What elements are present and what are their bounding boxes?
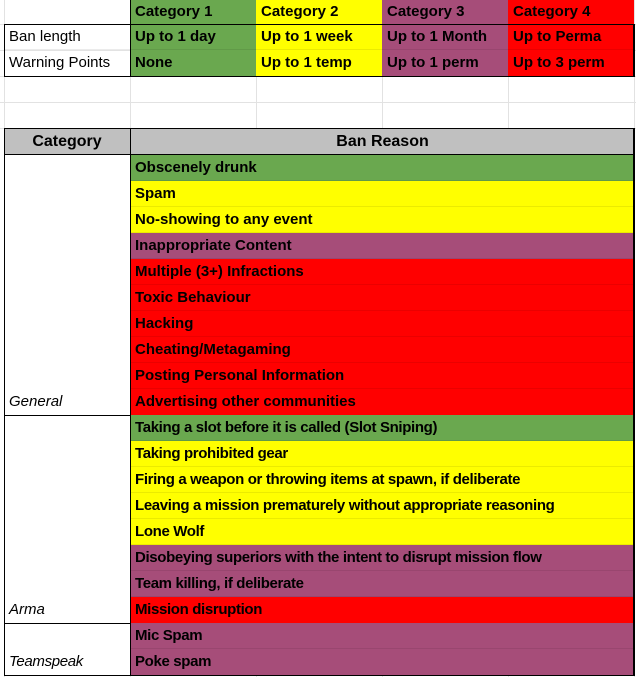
warning-points-cat4[interactable]: Up to 3 perm [508, 50, 634, 76]
group-label-arma[interactable]: Arma [9, 601, 45, 618]
category-1-header[interactable]: Category 1 [130, 0, 256, 24]
category-4-header[interactable]: Category 4 [508, 0, 634, 24]
reason-row[interactable]: Disobeying superiors with the intent to disrupt mission flow [130, 545, 634, 571]
reason-row[interactable]: Inappropriate Content [130, 233, 634, 259]
group-label-teamspeak[interactable]: Teamspeak [9, 653, 83, 670]
reason-row[interactable]: Spam [130, 181, 634, 207]
warning-points-label[interactable]: Warning Points [9, 54, 111, 71]
reason-row[interactable]: Mission disruption [130, 597, 634, 623]
reason-row[interactable]: Taking prohibited gear [130, 441, 634, 467]
reason-row[interactable]: Taking a slot before it is called (Slot Sniping) [130, 415, 634, 441]
warning-points-cat1[interactable]: None [130, 50, 256, 76]
reason-row[interactable]: Advertising other communities [130, 389, 634, 415]
ban-length-cat2[interactable]: Up to 1 week [256, 24, 382, 50]
category-3-header[interactable]: Category 3 [382, 0, 508, 24]
reason-row[interactable]: Team killing, if deliberate [130, 571, 634, 597]
ban-length-label[interactable]: Ban length [4, 24, 130, 50]
reason-row[interactable]: Posting Personal Information [130, 363, 634, 389]
group-label-general[interactable]: General [9, 393, 63, 410]
reason-row[interactable]: Obscenely drunk [130, 155, 634, 181]
ban-length-cat1[interactable]: Up to 1 day [130, 24, 256, 50]
warning-points-cat3[interactable]: Up to 1 perm [382, 50, 508, 76]
reason-row[interactable]: Cheating/Metagaming [130, 337, 634, 363]
reason-row[interactable]: Hacking [130, 311, 634, 337]
ban-length-cat3[interactable]: Up to 1 Month [382, 24, 508, 50]
ban-length-cat4[interactable]: Up to Perma [508, 24, 634, 50]
reason-row[interactable]: Multiple (3+) Infractions [130, 259, 634, 285]
reason-row[interactable]: Firing a weapon or throwing items at spawn, if deliberate [130, 467, 634, 493]
warning-points-cat2[interactable]: Up to 1 temp [256, 50, 382, 76]
reason-row[interactable]: Lone Wolf [130, 519, 634, 545]
category-column-header[interactable]: Category [4, 128, 130, 155]
reason-row[interactable]: Leaving a mission prematurely without appropriate reasoning [130, 493, 634, 519]
category-2-header[interactable]: Category 2 [256, 0, 382, 24]
reason-row[interactable]: Mic Spam [130, 623, 634, 649]
reason-row[interactable]: Poke spam [130, 649, 634, 675]
reason-row[interactable]: No-showing to any event [130, 207, 634, 233]
ban-reason-column-header[interactable]: Ban Reason [130, 128, 635, 155]
reason-row[interactable]: Toxic Behaviour [130, 285, 634, 311]
